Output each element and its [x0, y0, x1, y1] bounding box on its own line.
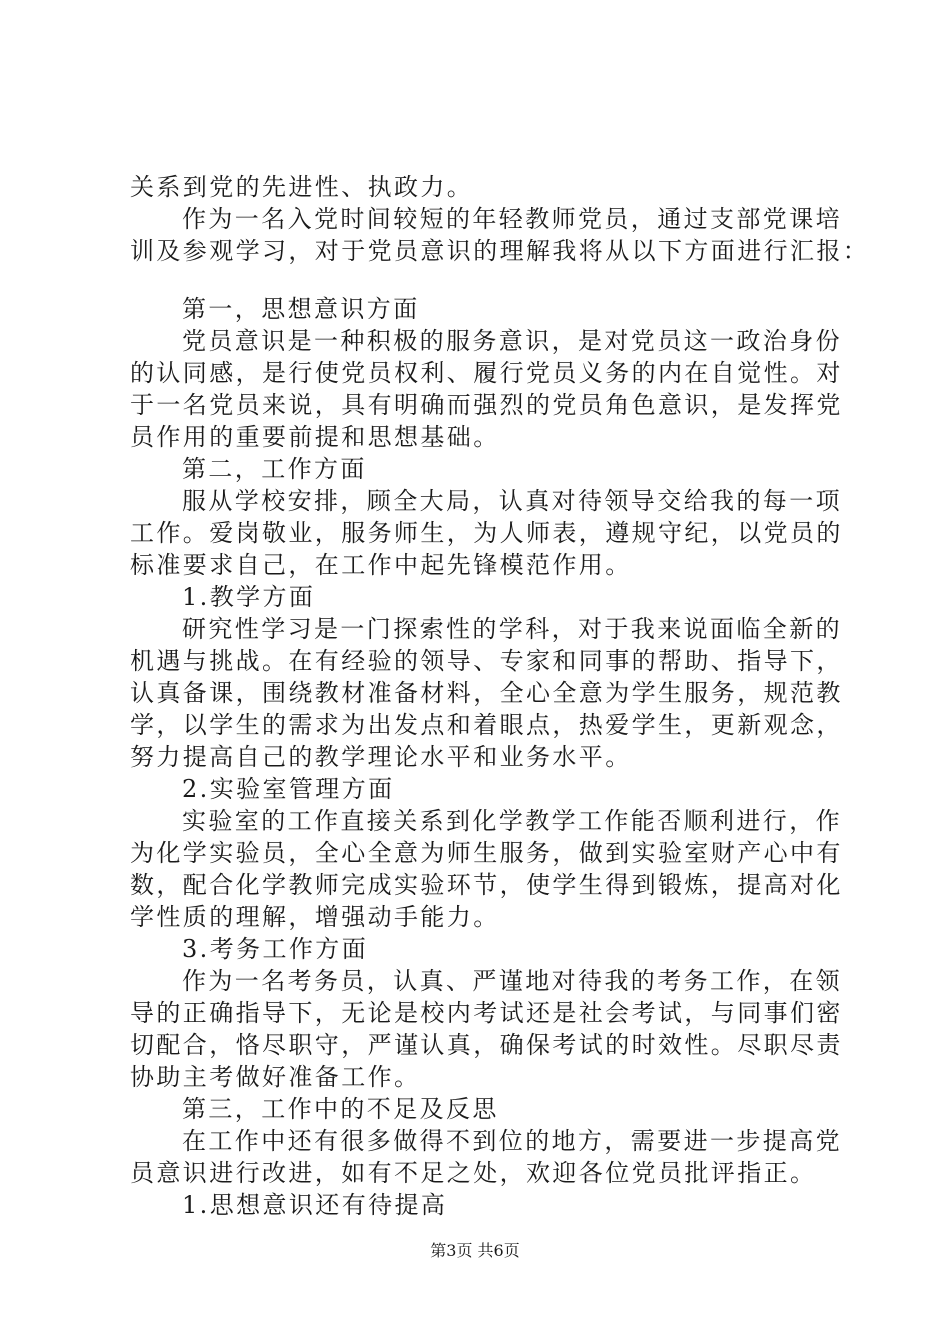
text-line: 机遇与挑战。在有经验的领导、专家和同事的帮助、指导下，: [130, 647, 843, 675]
text-line: 的认同感，是行使党员权利、履行党员义务的内在自觉性。对: [130, 359, 843, 387]
text-line: 导的正确指导下，无论是校内考试还是社会考试，与同事们密: [130, 999, 843, 1027]
paragraph-gap: [130, 267, 832, 293]
text-line: 员意识进行改进，如有不足之处，欢迎各位党员批评指正。: [130, 1159, 817, 1187]
section-heading: 第一，思想意识方面: [182, 295, 420, 323]
text-line: 训及参观学习，对于党员意识的理解我将从以下方面进行汇报：: [130, 237, 870, 265]
text-line: 关系到党的先进性、执政力。: [130, 173, 474, 201]
text-line: 数，配合化学教师完成实验环节，使学生得到锻炼，提高对化: [130, 871, 843, 899]
text-line: 工作。爱岗敬业，服务师生，为人师表，遵规守纪，以党员的: [130, 519, 843, 547]
text-line: 实验室的工作直接关系到化学教学工作能否顺利进行，作: [182, 807, 842, 835]
subsection-heading: 3.考务工作方面: [182, 935, 369, 963]
text-line: 于一名党员来说，具有明确而强烈的党员角色意识，是发挥党: [130, 391, 843, 419]
text-line: 切配合，恪尽职守，严谨认真，确保考试的时效性。尽职尽责: [130, 1031, 843, 1059]
page-number: 第3页 共6页: [430, 1241, 520, 1260]
text-line: 研究性学习是一门探索性的学科，对于我来说面临全新的: [182, 615, 842, 643]
text-line: 服从学校安排，顾全大局，认真对待领导交给我的每一项: [182, 487, 842, 515]
text-line: 作为一名入党时间较短的年轻教师党员，通过支部党课培: [182, 205, 842, 233]
text-line: 认真备课，围绕教材准备材料，全心全意为学生服务，规范教: [130, 679, 843, 707]
text-line: 协助主考做好准备工作。: [130, 1063, 421, 1091]
document-body: [130, 171, 870, 1221]
subsection-heading: 1.教学方面: [182, 583, 316, 611]
text-line: 党员意识是一种积极的服务意识，是对党员这一政治身份: [182, 327, 842, 355]
text-line: 员作用的重要前提和思想基础。: [130, 423, 500, 451]
text-line: 作为一名考务员，认真、严谨地对待我的考务工作，在领: [182, 967, 842, 995]
subsection-heading: 2.实验室管理方面: [182, 775, 395, 803]
text-line: 为化学实验员，全心全意为师生服务，做到实验室财产心中有: [130, 839, 843, 867]
text-line: 标准要求自己，在工作中起先锋模范作用。: [130, 551, 632, 579]
section-heading: 第三，工作中的不足及反思: [182, 1095, 499, 1123]
text-line: 学，以学生的需求为出发点和着眼点，热爱学生，更新观念，: [130, 711, 843, 739]
text-line: 学性质的理解，增强动手能力。: [130, 903, 500, 931]
section-heading: 第二，工作方面: [182, 455, 367, 483]
text-line: 在工作中还有很多做得不到位的地方，需要进一步提高党: [182, 1127, 842, 1155]
subsection-heading: 1.思想意识还有待提高: [182, 1191, 448, 1219]
text-line: 努力提高自己的教学理论水平和业务水平。: [130, 743, 632, 771]
